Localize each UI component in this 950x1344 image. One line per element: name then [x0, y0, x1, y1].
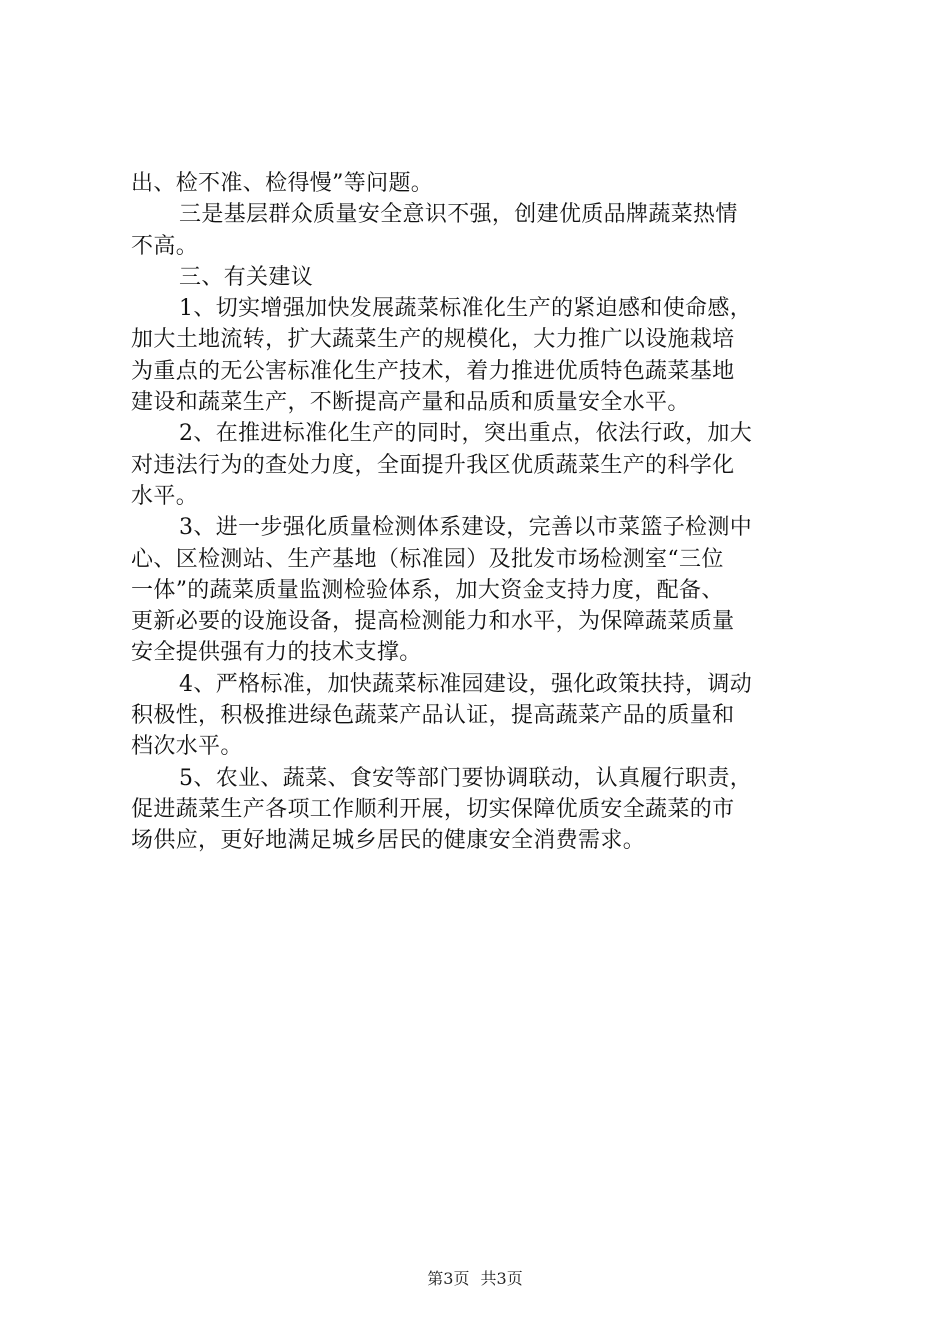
- paragraph-line: 4、严格标准，加快蔬菜标准园建设，强化政策扶持，调动: [179, 671, 753, 697]
- paragraph-line: 为重点的无公害标准化生产技术，着力推进优质特色蔬菜基地: [131, 358, 735, 384]
- paragraph-line: 1、切实增强加快发展蔬菜标准化生产的紧迫感和使命感，: [179, 296, 753, 322]
- document-body: [131, 168, 831, 857]
- paragraph-line: 建设和蔬菜生产，不断提高产量和品质和质量安全水平。: [131, 390, 690, 416]
- page-number-total: 共3页: [480, 1269, 523, 1288]
- paragraph-line: 场供应，更好地满足城乡居民的健康安全消费需求。: [131, 828, 646, 854]
- paragraph-line: 5、农业、蔬菜、食安等部门要协调联动，认真履行职责，: [179, 765, 753, 791]
- paragraph-line: 一体”的蔬菜质量监测检验体系，加大资金支持力度，配备、: [131, 577, 724, 603]
- paragraph-line: 对违法行为的查处力度，全面提升我区优质蔬菜生产的科学化: [131, 452, 735, 478]
- paragraph-line: 加大土地流转，扩大蔬菜生产的规模化，大力推广以设施栽培: [131, 327, 735, 353]
- paragraph-line: 三是基层群众质量安全意识不强，创建优质品牌蔬菜热情: [179, 202, 738, 228]
- section-heading: 三、有关建议: [179, 264, 314, 290]
- paragraph-line: 出、检不准、检得慢”等问题。: [131, 171, 434, 196]
- paragraph-line: 心、区检测站、生产基地（标准园）及批发市场检测室“三位: [131, 546, 724, 572]
- paragraph-line: 安全提供强有力的技术支撑。: [131, 640, 422, 666]
- page-number-current: 第3页: [427, 1269, 470, 1288]
- paragraph-line: 水平。: [131, 483, 199, 509]
- paragraph-line: 更新必要的设施设备，提高检测能力和水平，为保障蔬菜质量: [131, 609, 735, 635]
- paragraph-line: 积极性，积极推进绿色蔬菜产品认证，提高蔬菜产品的质量和: [131, 703, 735, 729]
- paragraph-line: 不高。: [131, 233, 199, 259]
- page-footer: [0, 1268, 950, 1290]
- paragraph-line: 促进蔬菜生产各项工作顺利开展，切实保障优质安全蔬菜的市: [131, 796, 735, 822]
- paragraph-line: 3、进一步强化质量检测体系建设，完善以市菜篮子检测中: [179, 515, 753, 541]
- paragraph-line: 2、在推进标准化生产的同时，突出重点，依法行政，加大: [179, 421, 753, 447]
- paragraph-line: 档次水平。: [131, 734, 243, 760]
